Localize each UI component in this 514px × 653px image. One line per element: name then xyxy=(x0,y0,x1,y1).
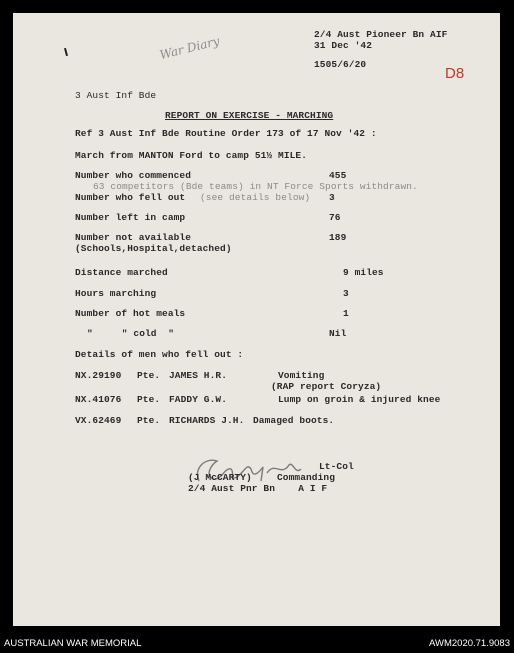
soldier-name: JAMES H.R. xyxy=(169,370,228,381)
soldier-number: VX.62469 xyxy=(75,415,122,426)
fallout-reason-continued: (RAP report Coryza) xyxy=(271,381,382,392)
file-reference: 1505/6/20 xyxy=(314,59,367,70)
stat-note: 63 competitors (Bde teams) in NT Force Sports withdrawn. xyxy=(93,181,418,192)
stat-value: 76 xyxy=(329,212,341,223)
stat-note: (see details below) xyxy=(200,192,311,203)
stat-label: Number not available xyxy=(75,232,192,243)
document-date: 31 Dec '42 xyxy=(314,40,373,51)
stat-value: 3 xyxy=(329,192,335,203)
stat-label: Number of hot meals xyxy=(75,308,186,319)
stat-value: Nil xyxy=(329,328,347,339)
stat-value: 455 xyxy=(329,170,347,181)
stat-label: Number who fell out xyxy=(75,192,186,203)
stat-value: 9 miles xyxy=(343,267,384,278)
stat-label: " " cold " xyxy=(87,328,175,339)
soldier-rank: Pte. xyxy=(137,394,161,405)
march-route: March from MANTON Ford to camp 51½ MILE. xyxy=(75,150,308,161)
document-page xyxy=(13,13,500,626)
soldier-name: FADDY G.W. xyxy=(169,394,228,405)
stat-label: Distance marched xyxy=(75,267,168,278)
soldier-number: NX.41076 xyxy=(75,394,122,405)
fallout-reason: Vomiting xyxy=(278,370,325,381)
signatory-role: Commanding xyxy=(277,472,336,483)
soldier-rank: Pte. xyxy=(137,370,161,381)
signatory-name: (J McCARTY) xyxy=(188,472,252,483)
fallout-reason: Lump on groin & injured knee xyxy=(278,394,441,405)
stat-value: 189 xyxy=(329,232,347,243)
details-heading: Details of men who fell out : xyxy=(75,349,244,360)
reference-line: Ref 3 Aust Inf Bde Routine Order 173 of 17 Nov '42 : xyxy=(75,128,377,139)
stat-value: 3 xyxy=(343,288,349,299)
soldier-rank: Pte. xyxy=(137,415,161,426)
fallout-reason: Damaged boots. xyxy=(253,415,335,426)
soldier-number: NX.29190 xyxy=(75,370,122,381)
stat-value: 1 xyxy=(343,308,349,319)
signatory-rank: Lt-Col xyxy=(319,461,354,472)
handwritten-annotation: War Diary xyxy=(158,33,221,63)
stat-label-continued: (Schools,Hospital,detached) xyxy=(75,243,232,254)
soldier-name: RICHARDS J.H. xyxy=(169,415,245,426)
addressee: 3 Aust Inf Bde xyxy=(75,90,157,101)
red-annotation: D8 xyxy=(445,65,465,82)
report-title: REPORT ON EXERCISE - MARCHING xyxy=(165,110,334,121)
stat-label: Hours marching xyxy=(75,288,157,299)
unit-header: 2/4 Aust Pioneer Bn AIF xyxy=(314,29,448,40)
footer-accession: AWM2020.71.9083 xyxy=(429,638,510,649)
stat-label: Number left in camp xyxy=(75,212,186,223)
stat-label: Number who commenced xyxy=(75,170,192,181)
signatory-unit: 2/4 Aust Pnr Bn A I F xyxy=(188,483,328,494)
ink-mark xyxy=(64,48,68,56)
footer-source: AUSTRALIAN WAR MEMORIAL xyxy=(4,638,142,649)
